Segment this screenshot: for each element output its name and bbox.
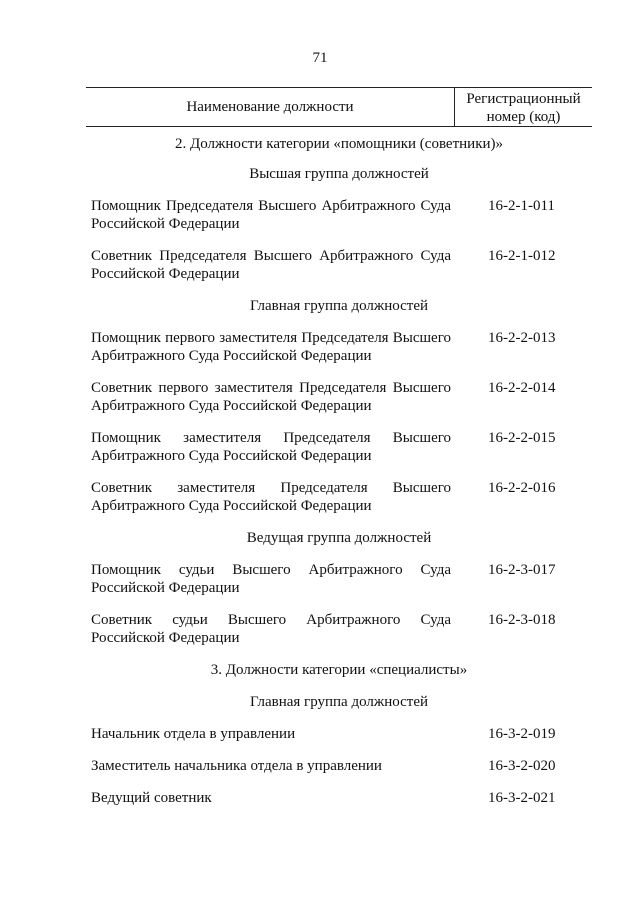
position-code: 16-3-2-020: [488, 758, 556, 774]
position-name: Советник судьи Высшего Арбитражного Суда Российской Федерации: [91, 612, 451, 646]
code-column-header-line1: Регистрационный: [466, 91, 581, 107]
name-column-header: Наименование должности: [186, 98, 354, 115]
group-heading: Главная группа должностей: [249, 694, 429, 710]
table-row: [0, 379, 640, 415]
table-row: [0, 479, 640, 515]
table-row: [0, 197, 640, 233]
position-code: 16-2-2-014: [488, 380, 556, 396]
table-row: [0, 561, 640, 597]
position-code: 16-2-1-012: [488, 248, 556, 264]
table-row: [0, 757, 640, 775]
position-name: Советник первого заместителя Председателя Высшего Арбитражного Суда Российской Федерации: [91, 380, 451, 414]
group-heading: Ведущая группа должностей: [246, 530, 432, 546]
position-code: 16-2-3-018: [488, 612, 556, 628]
code-column-header: [455, 88, 592, 126]
category-heading: 3. Должности категории «специалисты»: [210, 662, 468, 678]
category-heading: 2. Должности категории «помощники (советники)»: [174, 136, 504, 152]
position-name: Начальник отдела в управлении: [91, 726, 296, 742]
position-code: 16-2-3-017: [488, 562, 556, 578]
position-name: Советник заместителя Председателя Высшего Арбитражного Суда Российской Федерации: [91, 480, 451, 514]
table-header: [86, 87, 592, 127]
code-column-header-line2: номер (код): [486, 109, 561, 125]
position-name: Помощник первого заместителя Председателя Высшего Арбитражного Суда Российской Федерации: [91, 330, 451, 364]
group-heading: Высшая группа должностей: [249, 166, 429, 182]
position-code: 16-3-2-021: [488, 790, 556, 806]
position-name: Заместитель начальника отдела в управлении: [91, 758, 382, 774]
position-code: 16-2-2-015: [488, 430, 556, 446]
table-row: [0, 725, 640, 743]
position-code: 16-2-2-016: [488, 480, 556, 496]
position-name: Советник Председателя Высшего Арбитражного Суда Российской Федерации: [91, 248, 451, 282]
table-row: [0, 789, 640, 807]
position-name: Помощник заместителя Председателя Высшего Арбитражного Суда Российской Федерации: [91, 430, 451, 464]
table-row: [0, 247, 640, 283]
group-heading: Главная группа должностей: [249, 298, 429, 314]
position-code: 16-3-2-019: [488, 726, 556, 742]
position-list: [0, 127, 640, 807]
position-name: Ведущий советник: [91, 790, 212, 806]
position-code: 16-2-2-013: [488, 330, 556, 346]
table-row: [0, 429, 640, 465]
position-name: Помощник судьи Высшего Арбитражного Суда Российской Федерации: [91, 562, 451, 596]
position-name: Помощник Председателя Высшего Арбитражного Суда Российской Федерации: [91, 198, 451, 232]
table-row: [0, 329, 640, 365]
position-code: 16-2-1-011: [488, 198, 555, 214]
table-row: [0, 611, 640, 647]
page-number: 71: [312, 50, 328, 66]
